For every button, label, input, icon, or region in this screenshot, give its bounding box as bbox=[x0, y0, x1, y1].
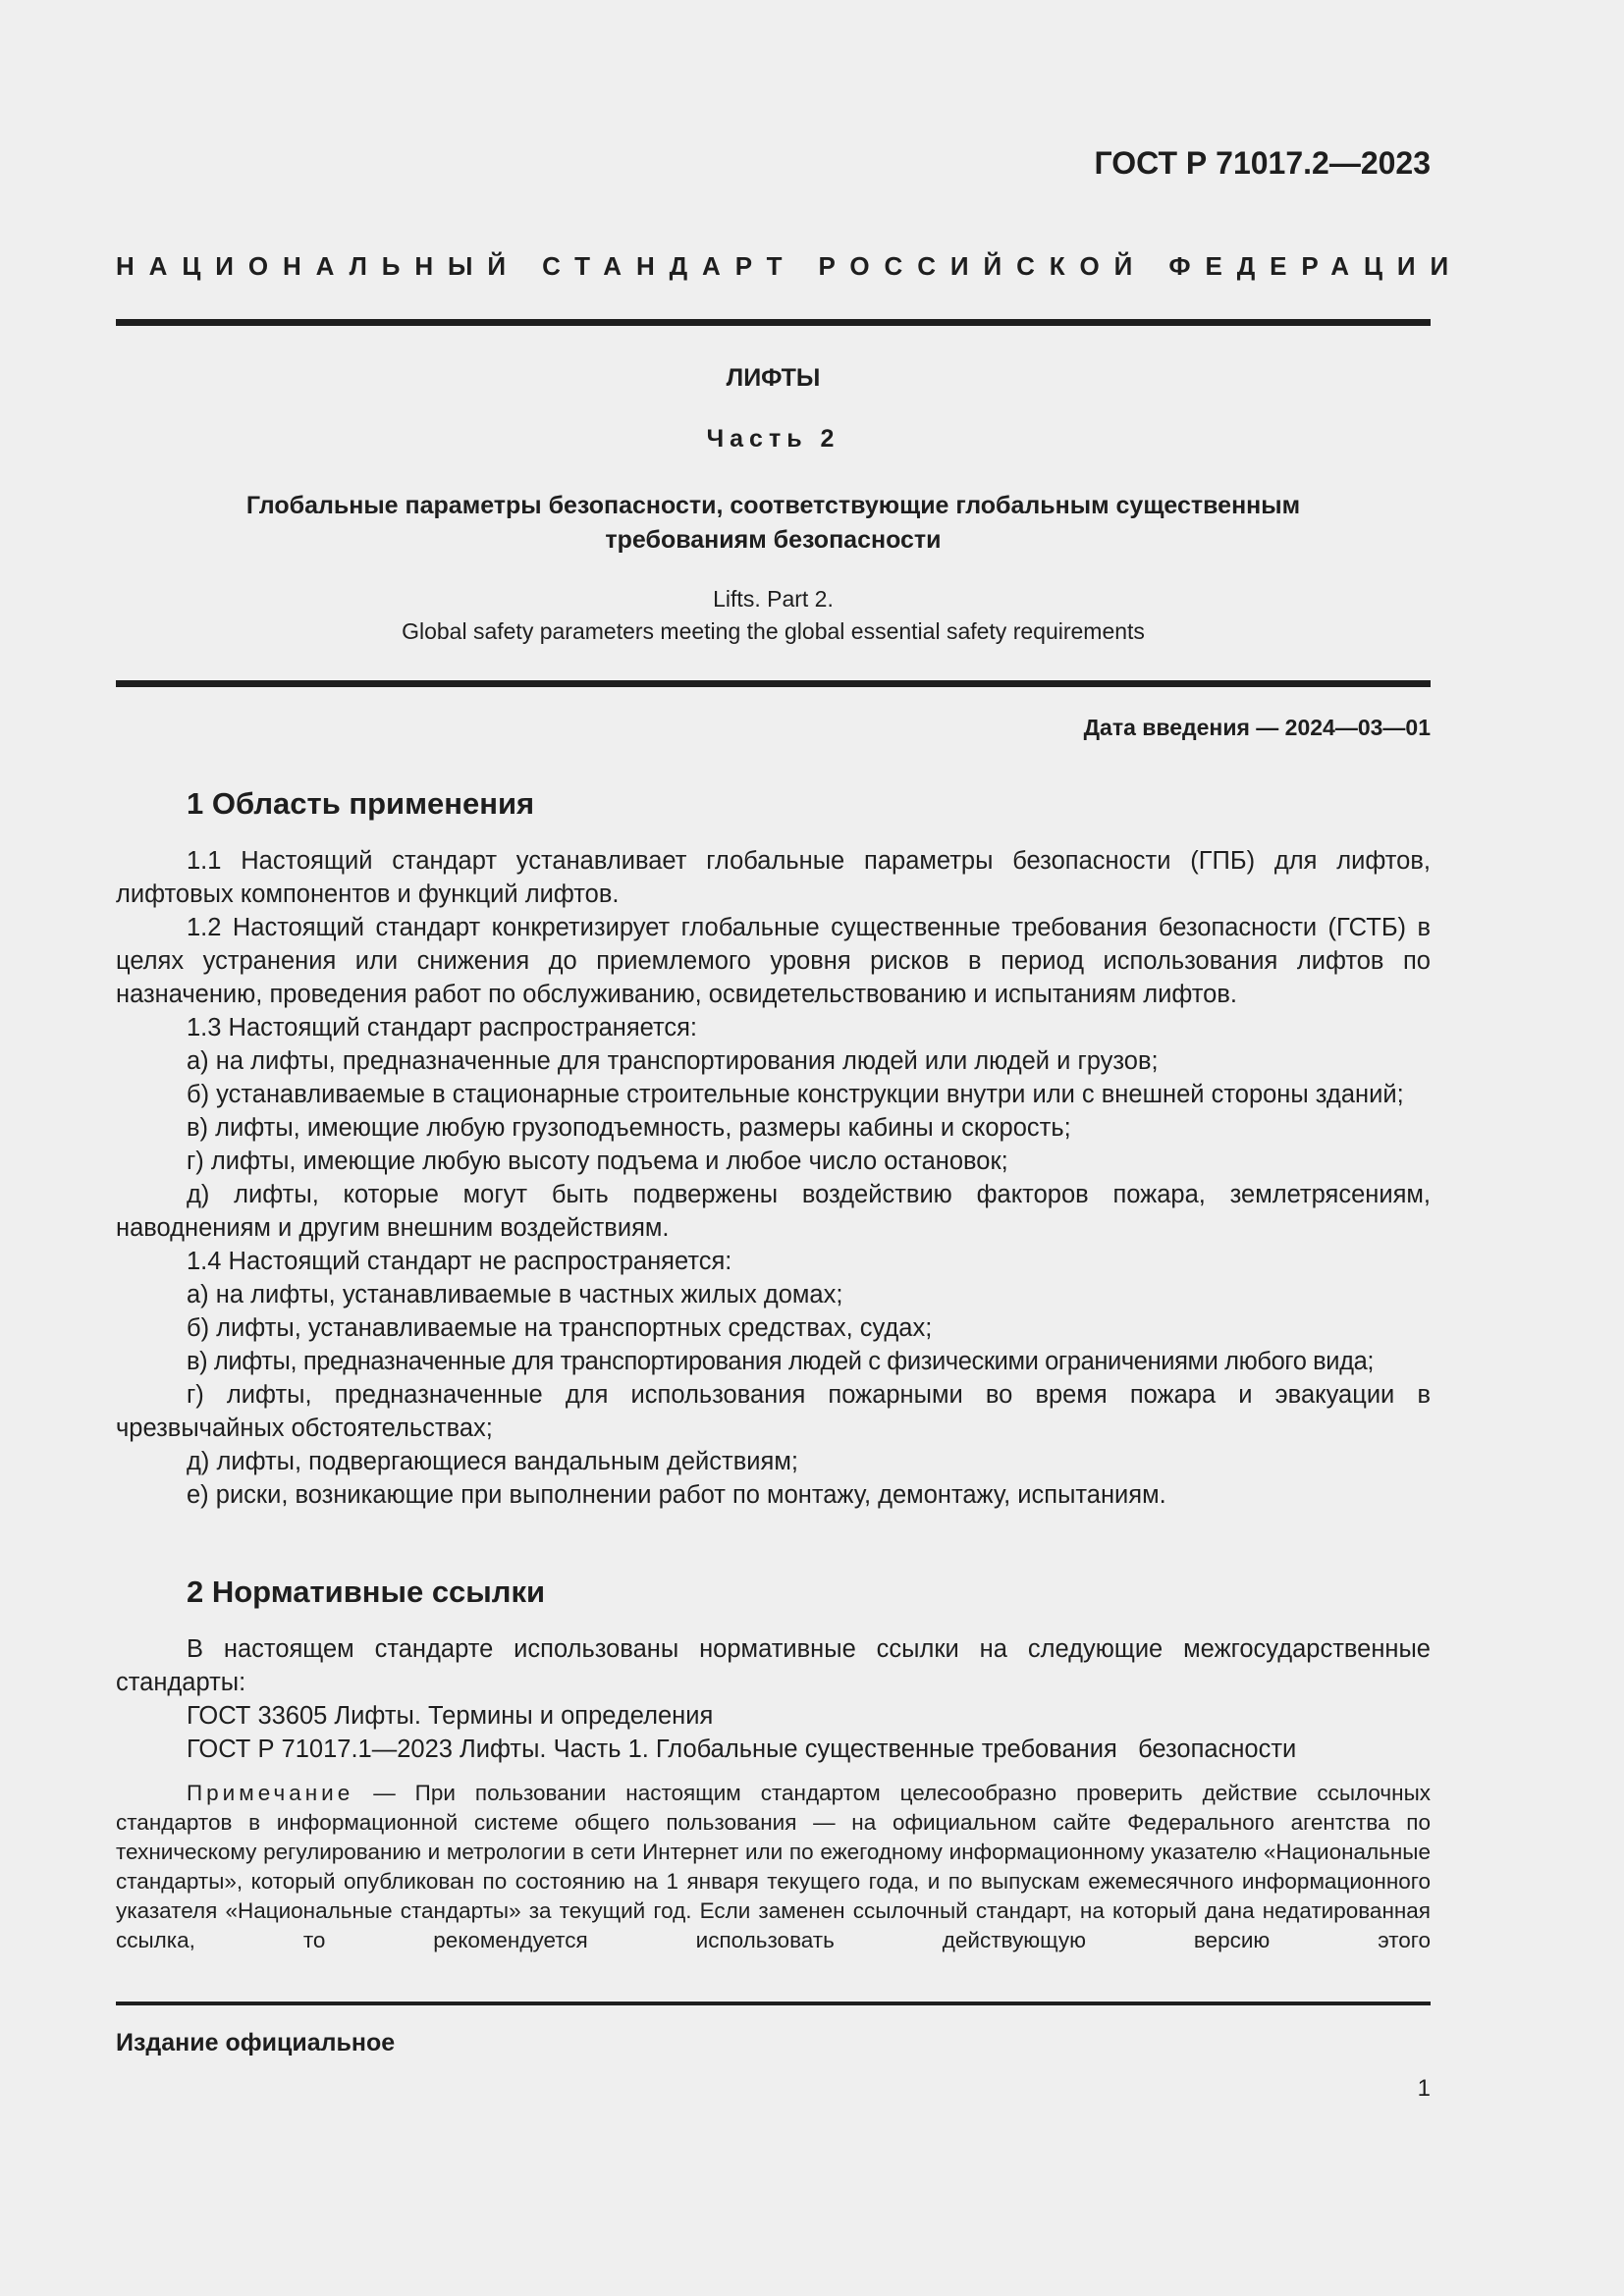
national-standard-title: НАЦИОНАЛЬНЫЙ СТАНДАРТ РОССИЙСКОЙ ФЕДЕРАЦИИ bbox=[116, 251, 1464, 281]
section-2-body bbox=[116, 1632, 1431, 1766]
list-item: в) лифты, предназначенные для транспортирования людей с физическими ограничениями любого вида; bbox=[187, 1348, 1375, 1375]
list-item: а) на лифты, устанавливаемые в частных жилых домах; bbox=[187, 1281, 843, 1308]
section-1-heading: 1 Область применения bbox=[187, 786, 535, 821]
paragraph: 1.4 Настоящий стандарт не распространяется: bbox=[187, 1248, 732, 1275]
subtitle-line: Глобальные параметры безопасности, соответствующие глобальным существенным bbox=[245, 492, 1301, 519]
list-item: д) лифты, подвергающиеся вандальным действиям; bbox=[187, 1448, 798, 1475]
list-item: б) лифты, устанавливаемые на транспортных средствах, судах; bbox=[187, 1314, 933, 1342]
english-title-line: Lifts. Part 2. bbox=[713, 586, 834, 612]
paragraph: В настоящем стандарте использованы нормативные ссылки на следующие межгосударственные стандарты: bbox=[116, 1635, 1431, 1696]
title-divider bbox=[116, 680, 1431, 687]
document-part: Часть 2 bbox=[706, 425, 840, 453]
subtitle-line: требованиям безопасности bbox=[605, 526, 942, 554]
edition-label: Издание официальное bbox=[116, 2029, 396, 2056]
list-item: д) лифты, которые могут быть подвержены воздействию факторов пожара, землетрясениям, наводнениям и другим внешним воздействиям. bbox=[116, 1181, 1431, 1242]
list-item: г) лифты, имеющие любую высоту подъема и любое число остановок; bbox=[187, 1148, 1008, 1175]
top-divider bbox=[116, 319, 1431, 326]
document-subtitle bbox=[116, 489, 1431, 558]
reference-item: ГОСТ Р 71017.1—2023 Лифты. Часть 1. Глобальные существенные требования безопасности bbox=[187, 1735, 1297, 1763]
reference-item: ГОСТ 33605 Лифты. Термины и определения bbox=[187, 1702, 714, 1730]
list-item: б) устанавливаемые в стационарные строительные конструкции внутри или с внешней стороны зданий; bbox=[187, 1081, 1404, 1108]
document-title: ЛИФТЫ bbox=[726, 364, 821, 392]
note-text: — При пользовании настоящим стандартом целесообразно проверить действие ссылочных стандартов в информационной системе общего пользования — на официальном сайте Федерального агентства по техническому регулированию и метрологии в сети Интернет или по ежегодному информационному указателю «Национальные стандарты», который опубликован по состоянию на 1 января текущего года, и по выпускам ежемесячного информационного указателя «Национальные стандарты» за текущий год. Если заменен ссылочный стандарт, на который дана недатированная ссылка, то рекомендуется использовать действующую версию этого bbox=[116, 1781, 1431, 1952]
list-item: е) риски, возникающие при выполнении работ по монтажу, демонтажу, испытаниям. bbox=[187, 1481, 1166, 1509]
note-paragraph bbox=[116, 1779, 1431, 1955]
paragraph: 1.2 Настоящий стандарт конкретизирует глобальные существенные требования безопасности (ГСТБ) в целях устранения или снижения до приемлемого уровня рисков в период использования лифтов по назначению, проведения работ по обслуживанию, освидетельствованию и испытаниям лифтов. bbox=[116, 914, 1431, 1008]
document-page bbox=[116, 0, 1464, 2296]
list-item: в) лифты, имеющие любую грузоподъемность, размеры кабины и скорость; bbox=[187, 1114, 1071, 1142]
list-item: а) на лифты, предназначенные для транспортирования людей или людей и грузов; bbox=[187, 1047, 1159, 1075]
section-1-body bbox=[116, 844, 1431, 1512]
introduction-date: Дата введения — 2024—03—01 bbox=[1083, 715, 1431, 740]
paragraph: 1.1 Настоящий стандарт устанавливает глобальные параметры безопасности (ГПБ) для лифтов, лифтовых компонентов и функций лифтов. bbox=[116, 847, 1431, 908]
paragraph: 1.3 Настоящий стандарт распространяется: bbox=[187, 1014, 698, 1041]
footer-divider bbox=[116, 2002, 1431, 2005]
list-item: г) лифты, предназначенные для использования пожарными во время пожара и эвакуации в чрезвычайных обстоятельствах; bbox=[116, 1381, 1431, 1442]
note bbox=[116, 1779, 1431, 1955]
english-title-line: Global safety parameters meeting the global essential safety requirements bbox=[402, 618, 1145, 644]
note-label: Примечание bbox=[187, 1781, 354, 1805]
gost-number: ГОСТ Р 71017.2—2023 bbox=[1094, 145, 1431, 181]
page-number: 1 bbox=[1417, 2075, 1431, 2102]
english-title bbox=[116, 583, 1431, 648]
section-2-heading: 2 Нормативные ссылки bbox=[187, 1575, 546, 1609]
